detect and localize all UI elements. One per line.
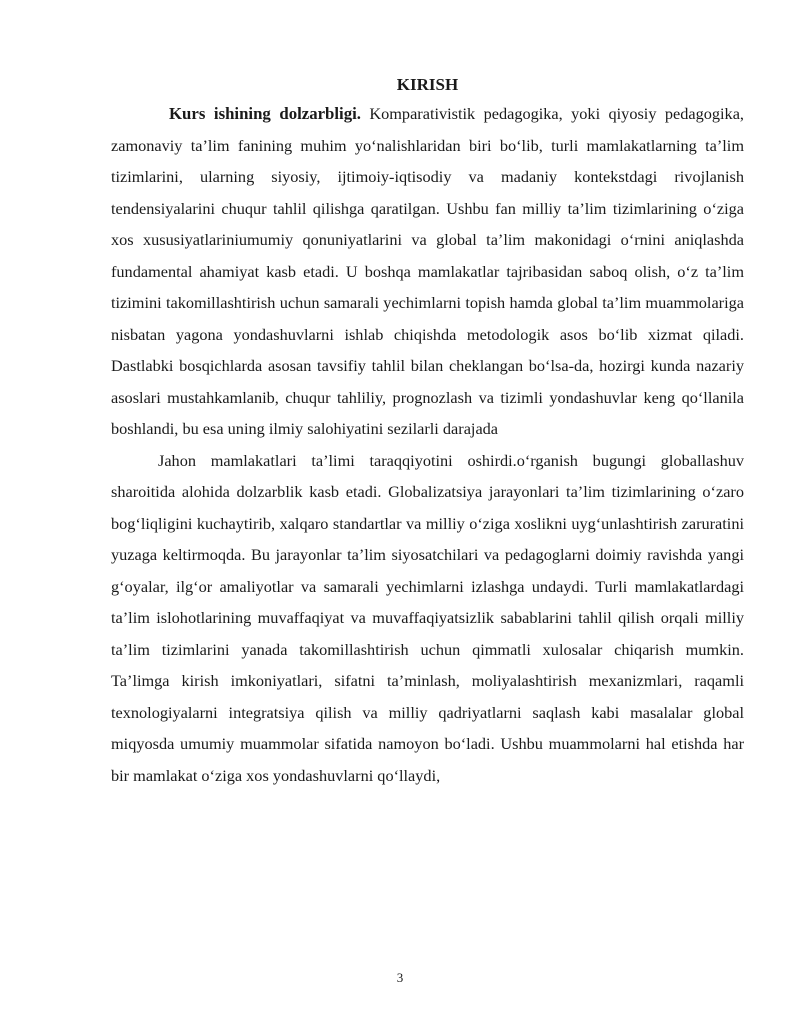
paragraph-globalization: Jahon mamlakatlari ta’limi taraqqiyotini oshirdi.o‘rganish bugungi globallashuv sharoitida alohida dolzarblik kasb etadi. Globalizatsiya jarayonlari ta’lim tizimlarining o‘zaro bog‘liqligini kuchaytirib, xalqaro standartlar va milliy o‘ziga xoslikni uyg‘unlashtirish zaruratini yuzaga keltirmoqda. Bu jarayonlar ta’lim siyosatchilari va pedagoglarni doimiy ravishda yangi g‘oyalar, ilg‘or amaliyotlar va samarali yechimlarni izlashga undaydi. Turli mamlakatlardagi ta’lim islohotlarining muvaffaqiyat va muvaffaqiyatsizlik sabablarini tahlil qilish orqali milliy ta’lim tizimlarini yanada takomillashtirish uchun qimmatli xulosalar chiqarish mumkin. Ta’limga kirish imkoniyatlari, sifatni ta’minlash, moliyalashtirish mexanizmlari, raqamli texnologiyalarni integratsiya qilish va milliy qadriyatlarni saqlash kabi masalalar global miqyosda umumiy muammolar sifatida namoyon bo‘ladi. Ushbu muammolarni hal etishda har bir mamlakat o‘ziga xos yondashuvlarni qo‘llaydi, [111, 450, 744, 785]
page-number: 3 [396, 970, 404, 985]
page-body [111, 72, 744, 791]
paragraph-relevance-text: Komparativistik pedagogika, yoki qiyosiy pedagogika, zamonaviy ta’lim fanining muhim yo‘nalishlaridan biri bo‘lib, turli mamlakatlarning ta’lim tizimlarini, ularning siyosiy, ijtimoiy-iqtisodiy va madaniy kontekstdagi rivojlanish tendensiyalarini chuqur tahlil qilishga qaratilgan. Ushbu fan milliy ta’lim tizimlarining o‘ziga xos xususiyatlariniumumiy qonuniyatlarini va global ta’lim makonidagi o‘rnini aniqlashda fundamental ahamiyat kasb etadi. U boshqa mamlakatlar tajribasidan saboq olish, o‘z ta’lim tizimini takomillashtirish uchun samarali yechimlarni topish hamda global ta’lim muammolariga nisbatan yagona yondashuvlarni ishlab chiqishda metodologik asos bo‘lib xizmat qiladi. Dastlabki bosqichlarda asosan tavsifiy tahlil bilan cheklangan bo‘lsa-da, hozirgi kunda nazariy asoslari mustahkamlanib, chuqur tahliliy, prognozlash va tizimli yondashuvlar keng qo‘llanila boshlandi, bu esa uning ilmiy salohiyatini sezilarli darajada [111, 104, 744, 438]
paragraph-lead: Kurs ishining dolzarbligi. [169, 104, 361, 123]
paragraph-relevance [111, 98, 744, 445]
section-heading: KIRISH [396, 75, 459, 94]
